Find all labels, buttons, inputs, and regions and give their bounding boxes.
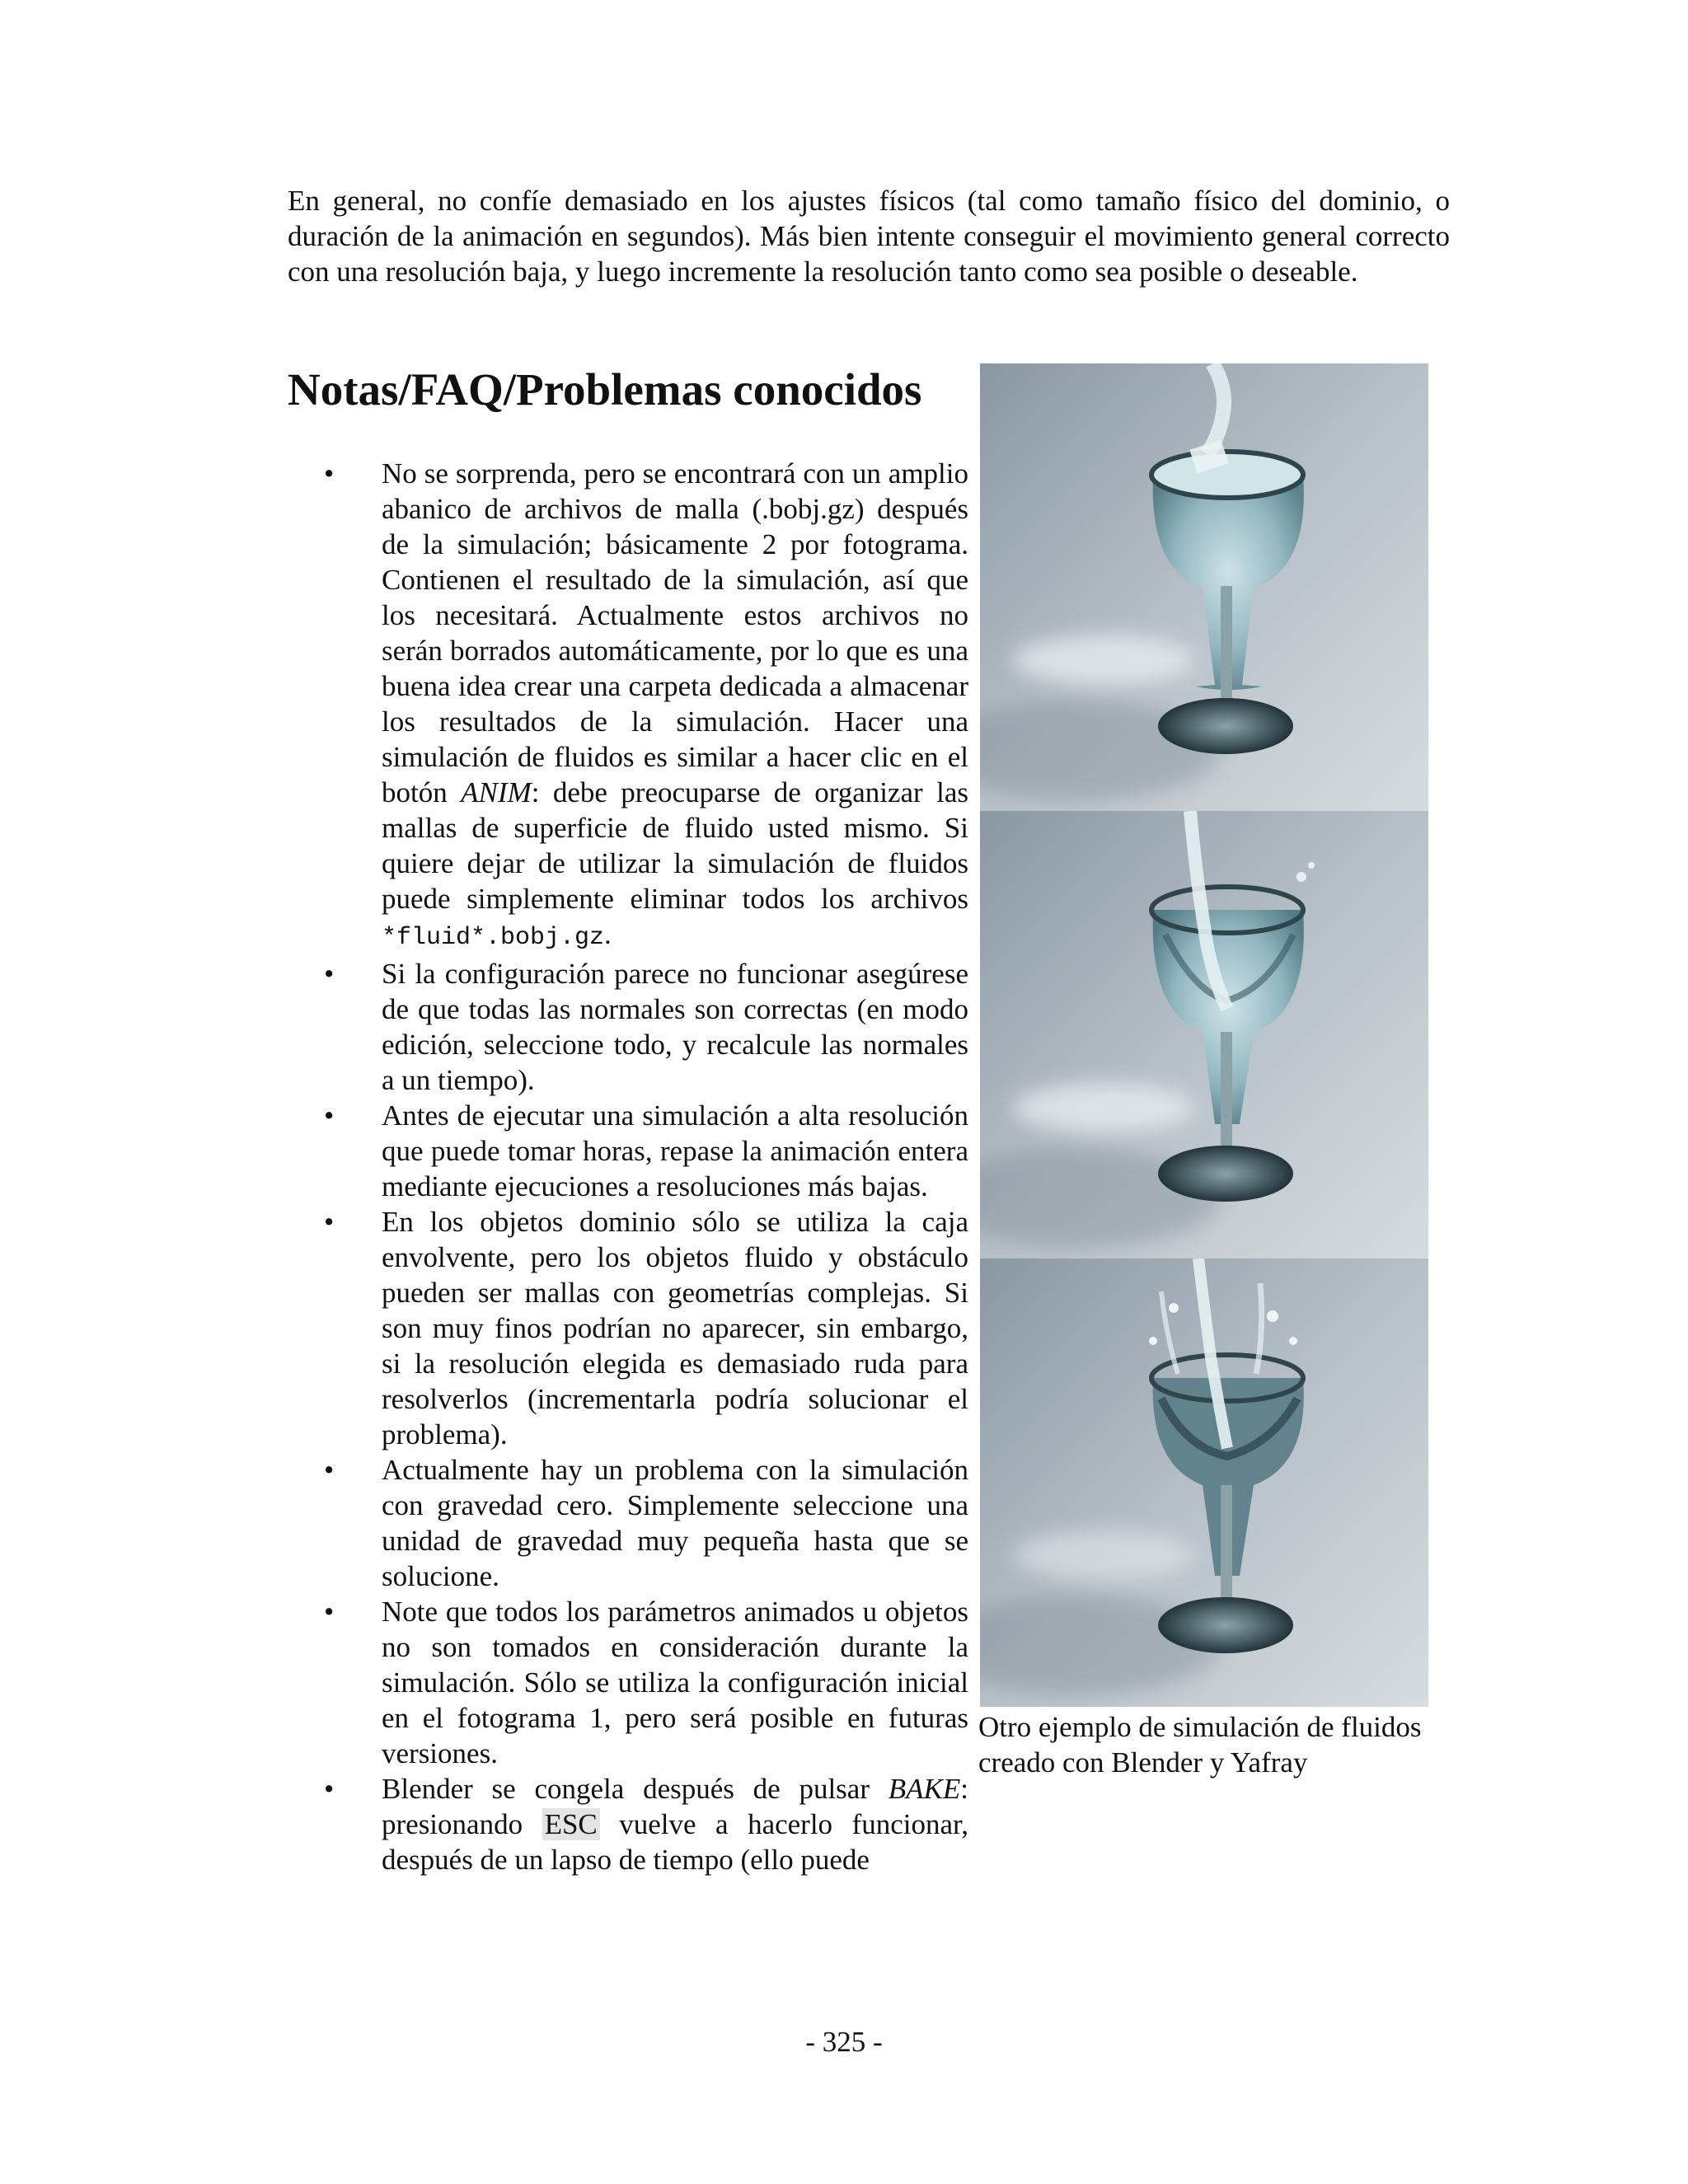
list-item bbox=[324, 1204, 968, 1452]
bake-button-name: BAKE bbox=[888, 1773, 961, 1805]
list-item-text: vuelve a hacerlo funcionar, después de un lapso de tiempo (ello puede bbox=[382, 1808, 968, 1876]
bullet-icon: • bbox=[324, 958, 335, 990]
anim-button-name: ANIM bbox=[461, 776, 532, 808]
list-item-text: No se sorprenda, pero se encontrará con un amplio abanico de archivos de malla (.bobj.gz) después de la simulación; básicamente 2 por fotograma. Contienen el resultado de la simulación, así que los necesitará. Actualmente estos archivos no serán borrados automáticamente, por lo que es una buena idea crear una carpeta dedicada a almacenar los resultados de la simulación. Hacer una simulación de fluidos es similar a hacer clic en el botón bbox=[382, 457, 968, 808]
glass-render-1 bbox=[980, 363, 1428, 812]
fluid-simulation-figure bbox=[980, 363, 1428, 1707]
list-item-text: : debe preocuparse de organizar las mallas de superficie de fluido usted mismo. Si quiere dejar de utilizar la simulación de fluidos puede simplemente eliminar todos los archivos bbox=[382, 776, 968, 915]
glass-render-2 bbox=[980, 811, 1428, 1259]
bullet-icon: • bbox=[324, 1773, 335, 1805]
list-item-text: : presionando bbox=[382, 1773, 968, 1840]
intro-paragraph: En general, no confíe demasiado en los ajustes físicos (tal como tamaño físico del dominio, o duración de la animación en segundos). Más bien intente conseguir el movimiento general correcto con una resolución baja, y luego incremente la resolución tanto como sea posible o deseable. bbox=[288, 185, 1450, 288]
bullet-icon: • bbox=[324, 457, 335, 490]
list-item-text: Actualmente hay un problema con la simulación con gravedad cero. Simplemente seleccione una unidad de gravedad muy pequeña hasta que se solucione. bbox=[382, 1454, 968, 1592]
list-item bbox=[324, 456, 968, 956]
page-number: - 325 - bbox=[805, 2026, 883, 2058]
list-item bbox=[324, 1771, 968, 1877]
section-heading: Notas/FAQ/Problemas conocidos bbox=[288, 364, 922, 415]
list-item bbox=[324, 1452, 968, 1594]
list-item-text: Si la configuración parece no funcionar asegúrese de que todas las normales son correctas (en modo edición, seleccione todo, y recalcule las normales a un tiempo). bbox=[382, 958, 968, 1096]
list-item bbox=[324, 1098, 968, 1204]
list-item-text: Note que todos los parámetros animados u objetos no son tomados en consideración durante la simulación. Sólo se utiliza la configuración inicial en el fotograma 1, pero será posible en futuras versiones. bbox=[382, 1596, 968, 1769]
list-item bbox=[324, 956, 968, 1098]
notes-list bbox=[324, 456, 968, 1877]
list-item-text: . bbox=[604, 918, 612, 950]
list-item-text: Antes de ejecutar una simulación a alta resolución que puede tomar horas, repase la animación entera mediante ejecuciones a resoluciones más bajas. bbox=[382, 1099, 968, 1202]
list-item-text: Blender se congela después de pulsar bbox=[382, 1773, 889, 1805]
glass-render-3 bbox=[980, 1258, 1428, 1707]
list-item bbox=[324, 1594, 968, 1771]
file-pattern-code: *fluid*.bobj.gz bbox=[382, 924, 605, 952]
bullet-icon: • bbox=[324, 1206, 335, 1238]
list-item-text: En los objetos dominio sólo se utiliza la caja envolvente, pero los objetos fluido y obstáculo pueden ser mallas con geometrías complejas. Si son muy finos podrían no aparecer, sin embargo, si la resolución elegida es demasiado ruda para resolverlos (incrementarla podría solucionar el problema). bbox=[382, 1206, 968, 1451]
figure-caption: Otro ejemplo de simulación de fluidos creado con Blender y Yafray bbox=[978, 1711, 1422, 1779]
bullet-icon: • bbox=[324, 1099, 335, 1132]
bullet-icon: • bbox=[324, 1454, 335, 1486]
bullet-icon: • bbox=[324, 1596, 335, 1628]
esc-key-label: ESC bbox=[542, 1808, 600, 1840]
